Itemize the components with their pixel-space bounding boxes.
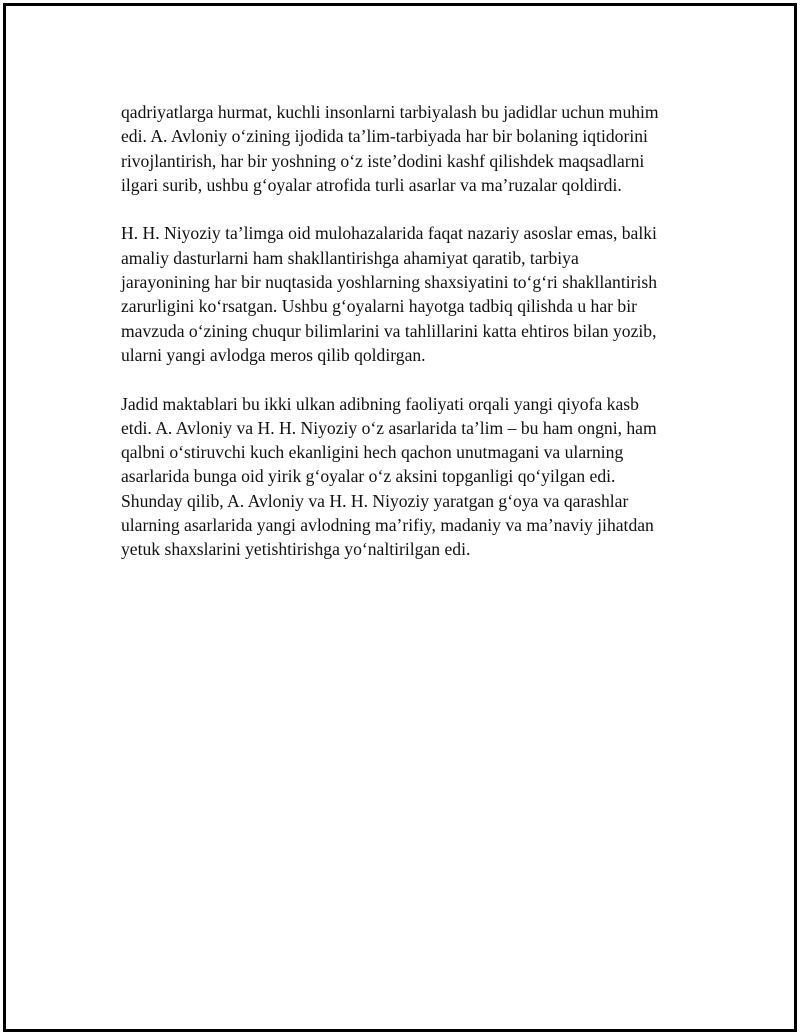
text-line: amaliy dasturlarni ham shakllantirishga ahamiyat qaratib, tarbiya <box>121 247 579 268</box>
text-line: ularni yangi avlodga meros qilib qoldirgan. <box>121 344 426 365</box>
document-body <box>121 100 706 586</box>
text-line: Jadid maktablari bu ikki ulkan adibning faoliyati orqali yangi qiyofa kasb <box>121 393 639 414</box>
paragraph-3 <box>121 392 706 562</box>
text-line: qalbni o‘stiruvchi kuch ekanligini hech qachon unutmagani va ularning <box>121 442 624 463</box>
text-line: Shunday qilib, A. Avloniy va H. H. Niyoziy yaratgan g‘oya va qarashlar <box>121 490 629 511</box>
text-line: ilgari surib, ushbu g‘oyalar atrofida turli asarlar va ma’ruzalar qoldirdi. <box>121 174 622 195</box>
text-line: mavzuda o‘zining chuqur bilimlarini va tahlillarini katta ehtiros bilan yozib, <box>121 320 657 341</box>
text-line: jarayonining har bir nuqtasida yoshlarning shaxsiyatini to‘g‘ri shakllantirish <box>121 272 658 293</box>
text-line: etdi. A. Avloniy va H. H. Niyoziy o‘z asarlarida ta’lim – bu ham ongni, ham <box>121 417 657 438</box>
text-line: zarurligini ko‘rsatgan. Ushbu g‘oyalarni hayotga tadbiq qilishda u har bir <box>121 296 637 317</box>
text-line: ularning asarlarida yangi avlodning ma’rifiy, madaniy va ma’naviy jihatdan <box>121 515 654 536</box>
text-line: H. H. Niyoziy ta’limga oid mulohazalarida faqat nazariy asoslar emas, balki <box>121 223 657 244</box>
paragraph-1 <box>121 100 706 197</box>
text-line: qadriyatlarga hurmat, kuchli insonlarni tarbiyalash bu jadidlar uchun muhim <box>121 102 659 122</box>
page-border <box>3 3 797 1032</box>
text-line: asarlarida bunga oid yirik g‘oyalar o‘z aksini topganligi qo‘yilgan edi. <box>121 466 616 487</box>
text-line: rivojlantirish, har bir yoshning o‘z iste’dodini kashf qilishdek maqsadlarni <box>121 150 645 171</box>
paragraph-2 <box>121 221 706 367</box>
text-line: edi. A. Avloniy o‘zining ijodida ta’lim-tarbiyada har bir bolaning iqtidorini <box>121 126 648 147</box>
text-line: yetuk shaxslarini yetishtirishga yo‘naltirilgan edi. <box>121 539 471 560</box>
